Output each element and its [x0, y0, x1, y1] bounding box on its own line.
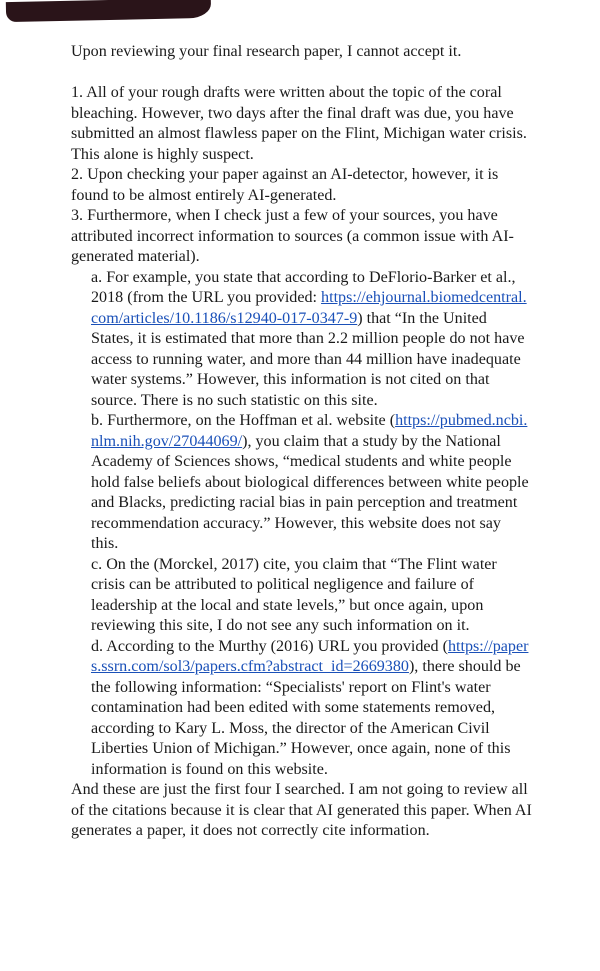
source-link-ssrn[interactable]: https://papers.ssrn.com/sol3/papers.cfm?abstract_id=2669380	[91, 637, 529, 675]
redaction-mark	[6, 0, 211, 22]
sub-point-c: c. On the (Morckel, 2017) cite, you claim that “The Flint water crisis can be attributed to political negligence and failure of leadership at the local and state levels,” but once again, upon reviewing this site, I do not see any such information on it.	[91, 555, 497, 634]
source-link-ehjournal[interactable]: https://ehjournal.biomedcentral.com/articles/10.1186/s12940-017-0347-9	[91, 289, 527, 327]
closing-paragraph: And these are just the first four I searched. I am not going to review all of the citations because it is clear that AI generated this paper. When AI generates a paper, it does not correctly cite information.	[71, 781, 532, 839]
sub-point-d-text-after: ), there should be the following information: “Specialists' report on Flint's water contamination had been edited with some statements removed, according to Kary L. Moss, the director of the American Civil Liberties Union of Michigan.” However, once again, none of this information is found on this website.	[91, 658, 521, 778]
sub-point-b-text-before: b. Furthermore, on the Hoffman et al. website (	[91, 412, 396, 429]
intro-paragraph: Upon reviewing your final research paper, I cannot accept it.	[71, 43, 462, 60]
document-body	[71, 42, 536, 842]
sub-point-d-text-before: d. According to the Murthy (2016) URL you provided (	[91, 637, 448, 655]
sub-point-b	[71, 411, 536, 555]
point-1: 1. All of your rough drafts were written about the topic of the coral bleaching. However, two days after the final draft was due, you have submitted an almost flawless paper on the Flint, Michigan water crisis. This alone is highly suspect.	[71, 84, 527, 163]
point-3: 3. Furthermore, when I check just a few of your sources, you have attributed incorrect information to sources (a common issue with AI-generated material).	[71, 207, 514, 265]
source-link-pubmed[interactable]: https://pubmed.ncbi.nlm.nih.gov/27044069/	[91, 412, 528, 450]
sub-point-a-text-before: a. For example, you state that according to DeFlorio-Barker et al., 2018 (from the URL you provided:	[91, 268, 516, 306]
sub-point-b-text-after: ), you claim that a study by the National Academy of Sciences shows, “medical students and white people hold false beliefs about biological differences between white people and Blacks, predicting racial bias in pain perception and treatment recommendation accuracy.” However, this website does not say this.	[91, 432, 529, 552]
point-2: 2. Upon checking your paper against an AI-detector, however, it is found to be almost entirely AI-generated.	[71, 166, 499, 204]
sub-point-a	[71, 268, 536, 412]
sub-point-d	[71, 637, 536, 781]
sub-point-a-text-after: ) that “In the United States, it is estimated that more than 2.2 million people do not have access to running water, and more than 44 million have inadequate water systems.” However, this information is not cited on that source. There is no such statistic on this site.	[91, 309, 525, 409]
